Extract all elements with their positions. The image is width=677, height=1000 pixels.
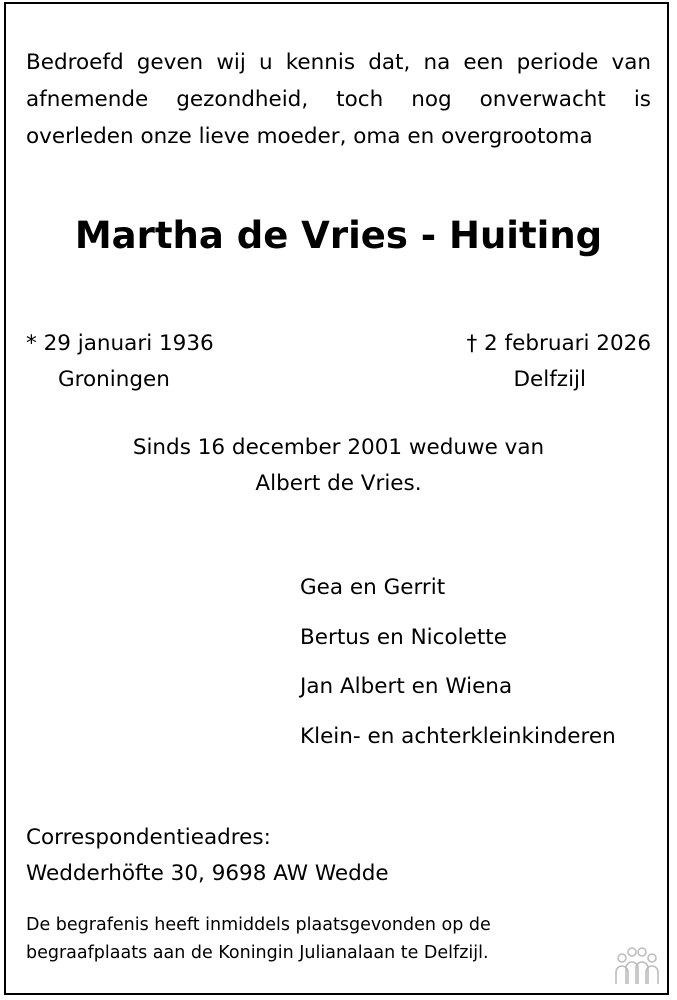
family-list <box>300 570 616 768</box>
people-group-icon <box>613 946 661 986</box>
family-member: Bertus en Nicolette <box>300 624 507 650</box>
birth-place: Groningen <box>58 367 170 392</box>
funeral-notice <box>26 911 586 967</box>
correspondence-address: Wedderhöfte 30, 9698 AW Wedde <box>26 861 389 886</box>
family-member: Klein- en achterkleinkinderen <box>300 723 616 749</box>
death-date: † 2 februari 2026 <box>466 331 651 356</box>
intro-text: Bedroefd geven wij u kennis dat, na een periode van afnemende gezondheid, toch nog onverwacht is overleden onze lieve moeder, oma en overgrootoma <box>26 50 651 149</box>
family-member: Gea en Gerrit <box>300 575 446 600</box>
family-member: Jan Albert en Wiena <box>300 674 513 699</box>
widow-statement <box>0 430 677 502</box>
widow-line-2: Albert de Vries. <box>255 471 422 496</box>
death-place: Delfzijl <box>513 367 586 392</box>
funeral-line-1: De begrafenis heeft inmiddels plaatsgevonden op de <box>26 915 491 935</box>
correspondence-label: Correspondentieadres: <box>26 825 271 850</box>
widow-line-1: Sinds 16 december 2001 weduwe van <box>132 435 545 460</box>
deceased-name: Martha de Vries - Huiting <box>74 214 603 257</box>
birth-date: * 29 januari 1936 <box>26 331 214 356</box>
funeral-line-2: begraafplaats aan de Koningin Julianalaan te Delfzijl. <box>26 943 489 963</box>
